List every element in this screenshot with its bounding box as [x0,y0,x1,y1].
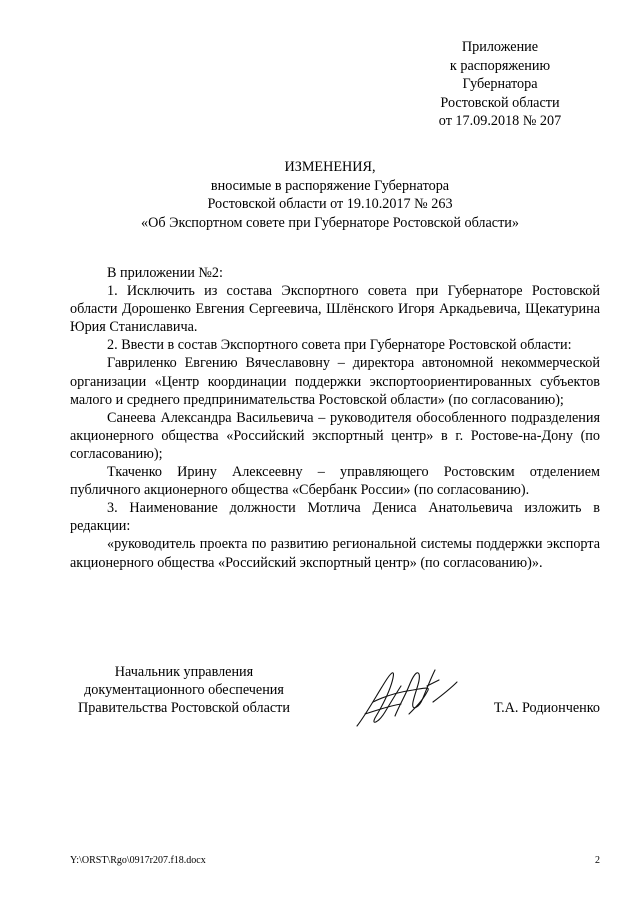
signatory-position-line: Правительства Ростовской области [78,700,290,717]
appendix-line: Ростовской области [440,94,560,111]
appendix-line: Приложение [461,39,539,55]
page-number: 2 [595,855,600,866]
title-line: Ростовской области от 19.10.2017 № 263 [207,196,453,213]
document-body [70,264,600,572]
body-paragraph: 1. Исключить из состава Экспортного совета при Губернаторе Ростовской области Дорошенко Евгения Сергеевича, Шлёнского Игоря Аркадьевича, Щекатурина Юрия Станиславича. [70,283,600,336]
signatory-position [64,663,304,718]
signatory-position-line: Начальник управления [114,664,254,680]
appendix-line: к распоряжению [449,57,551,74]
handwritten-signature [335,656,475,736]
appendix-line: Губернатора [462,76,538,93]
appendix-line: от 17.09.2018 № 207 [438,113,562,130]
appendix-reference [400,38,600,131]
title-line: ИЗМЕНЕНИЯ, [284,159,376,175]
body-paragraph: 3. Наименование должности Мотлича Дениса Анатольевича изложить в редакции: [70,500,600,535]
body-paragraph: В приложении №2: [107,265,223,281]
title-line: вносимые в распоряжение Губернатора [210,177,450,194]
body-paragraph: «руководитель проекта по развитию региональной системы поддержки экспорта акционерного общества «Российский экспортный центр» (по согласованию)». [70,536,600,571]
body-paragraph: Санеева Александра Васильевича – руководителя обособленного подразделения акционерного общества «Российский экспортный центр» в г. Ростове-на-Дону (по согласованию); [70,409,600,462]
title-line: «Об Экспортном совете при Губернаторе Ростовской области» [141,214,519,231]
signatory-name: Т.А. Родионченко [493,700,600,716]
body-paragraph: Гавриленко Евгению Вячеславовну – директора автономной некоммерческой организации «Центр координации поддержки экспортоориентированных субъектов малого и среднего предпринимательства Ростовской области» (по согласованию); [70,355,600,408]
document-title [70,158,590,232]
footer-file-path: Y:\ORST\Rgo\0917r207.f18.docx [70,855,206,866]
signatory-position-line: документационного обеспечения [84,682,284,699]
body-paragraph: Ткаченко Ирину Алексеевну – управляющего Ростовским отделением публичного акционерного общества «Сбербанк России» (по согласованию). [70,464,600,499]
body-paragraph: 2. Ввести в состав Экспортного совета при Губернаторе Ростовской области: [107,337,572,354]
